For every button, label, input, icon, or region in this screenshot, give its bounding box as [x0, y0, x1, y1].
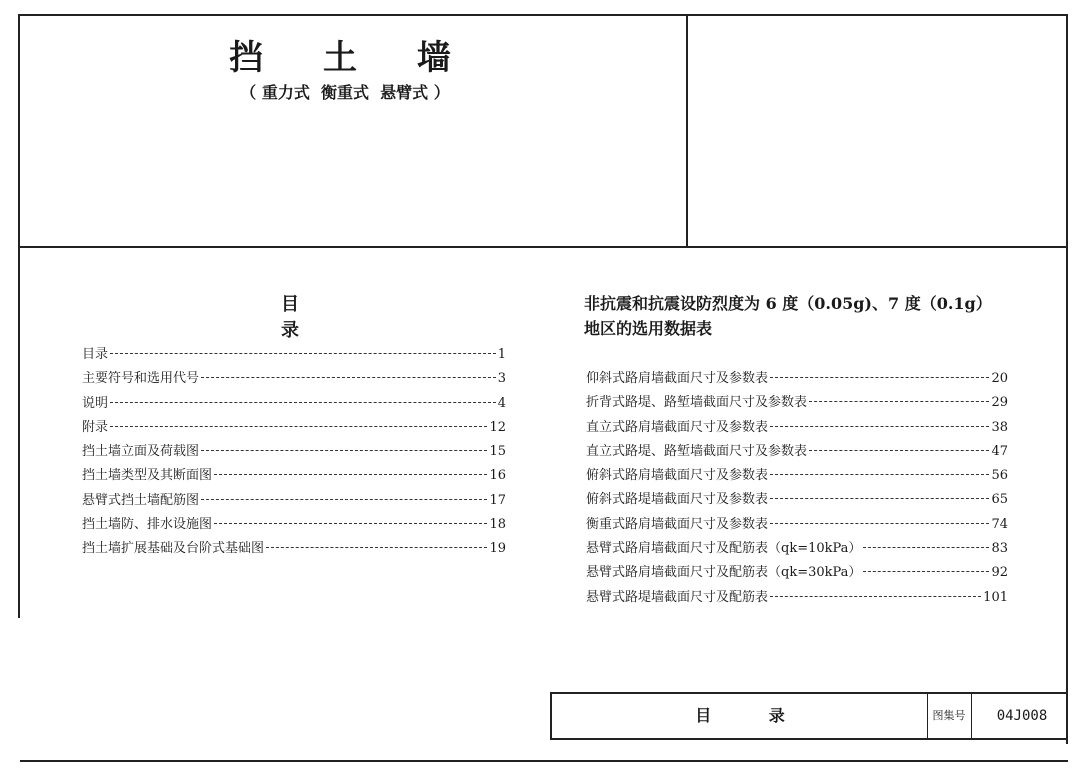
seismic-tables-heading	[584, 291, 1054, 341]
leader-dots	[863, 547, 989, 548]
toc-entry-label: 目录	[82, 347, 109, 362]
titleblock-bottom-line	[550, 738, 1068, 740]
leader-dots	[214, 523, 487, 524]
toc-entry[interactable]	[82, 537, 506, 561]
leader-dots	[214, 474, 487, 475]
document-title: 挡 土 墙	[229, 38, 475, 78]
toc-entry-label: 直立式路堤、路堑墙截面尺寸及参数表	[586, 443, 808, 459]
toc-entry[interactable]	[82, 464, 506, 488]
toc-entry-page: 83	[991, 541, 1008, 557]
toc-entry-label: 主要符号和选用代号	[82, 371, 200, 387]
toc-entry-page: 74	[991, 516, 1008, 532]
leader-dots	[110, 353, 496, 354]
toc-entry-page: 92	[991, 565, 1008, 581]
leader-dots	[770, 523, 989, 524]
toc-entry[interactable]	[82, 440, 506, 464]
toc-entry-page: 18	[489, 517, 506, 533]
toc-entry-label: 附录	[82, 419, 109, 435]
frame-right-border	[1066, 14, 1068, 744]
toc-entry-label: 折背式路堤、路堑墙截面尺寸及参数表	[586, 395, 808, 411]
toc-entry-label: 挡土墙立面及荷载图	[82, 444, 200, 460]
toc-entry[interactable]	[586, 561, 1008, 585]
document-subtitle: （ 重力式 衡重式 悬臂式 ）	[240, 83, 450, 102]
toc-entry-page: 20	[991, 371, 1008, 386]
leader-dots	[201, 377, 496, 378]
leader-dots	[770, 426, 989, 427]
toc-entry-page: 15	[489, 444, 506, 460]
toc-entry-label: 悬臂式路堤墙截面尺寸及配筋表	[586, 589, 769, 605]
toc-entry[interactable]	[82, 367, 506, 391]
bottom-border	[20, 760, 1068, 762]
toc-entry-label: 仰斜式路肩墙截面尺寸及参数表	[586, 371, 769, 386]
leader-dots	[110, 402, 496, 403]
toc-entry-label: 俯斜式路肩墙截面尺寸及参数表	[586, 468, 769, 484]
toc-entry-label: 悬臂式路肩墙截面尺寸及配筋表（qk=10kPa）	[586, 541, 862, 557]
toc-entry-page: 4	[497, 395, 506, 411]
header-column-divider	[686, 14, 688, 247]
toc-entry-label: 说明	[82, 395, 109, 411]
right-toc-list	[586, 367, 1008, 610]
leader-dots	[770, 377, 989, 378]
toc-entry-label: 挡土墙类型及其断面图	[82, 468, 213, 484]
toc-entry-label: 悬臂式挡土墙配筋图	[82, 492, 200, 508]
toc-entry-page: 29	[991, 395, 1008, 411]
toc-entry[interactable]	[586, 464, 1008, 488]
leader-dots	[770, 474, 989, 475]
toc-entry[interactable]	[586, 416, 1008, 440]
titleblock-atlas-code: 04J008	[996, 708, 1048, 724]
toc-entry-label: 挡土墙扩展基础及台阶式基础图	[82, 541, 265, 557]
leader-dots	[863, 571, 989, 572]
toc-entry[interactable]	[82, 489, 506, 513]
leader-dots	[809, 401, 989, 402]
toc-entry-label: 衡重式路肩墙截面尺寸及参数表	[586, 516, 769, 532]
toc-entry[interactable]	[82, 416, 506, 440]
toc-entry-page: 47	[991, 443, 1008, 459]
toc-entry-page: 16	[489, 468, 506, 484]
toc-entry[interactable]	[586, 440, 1008, 464]
toc-entry-label: 悬臂式路肩墙截面尺寸及配筋表（qk=30kPa）	[586, 565, 862, 581]
toc-entry-page: 19	[489, 541, 506, 557]
toc-entry[interactable]	[586, 537, 1008, 561]
toc-entry-label: 直立式路肩墙截面尺寸及参数表	[586, 419, 769, 435]
toc-entry-page: 1	[497, 347, 506, 362]
toc-entry[interactable]	[82, 343, 506, 367]
leader-dots	[809, 450, 989, 451]
toc-heading: 目 录	[281, 294, 317, 341]
leader-dots	[770, 596, 981, 597]
toc-entry-label: 挡土墙防、排水设施图	[82, 517, 213, 533]
header-divider	[18, 246, 1068, 248]
toc-entry-page: 12	[489, 419, 506, 435]
toc-entry-page: 17	[489, 492, 506, 508]
toc-entry-page: 65	[991, 492, 1008, 508]
seismic-heading-line1: 非抗震和抗震设防烈度为 6 度（0.05g)、7 度（0.1g）	[584, 294, 992, 313]
seismic-heading-line2: 地区的选用数据表	[584, 319, 713, 338]
toc-entry[interactable]	[586, 586, 1008, 610]
toc-entry-page: 38	[991, 419, 1008, 435]
frame-left-border	[18, 14, 20, 618]
toc-entry-page: 3	[497, 371, 506, 387]
left-toc-list	[82, 343, 506, 562]
toc-entry-label: 俯斜式路堤墙截面尺寸及参数表	[586, 492, 769, 508]
leader-dots	[266, 547, 487, 548]
leader-dots	[110, 426, 487, 427]
toc-entry-page: 101	[983, 589, 1008, 605]
leader-dots	[201, 450, 487, 451]
leader-dots	[770, 498, 989, 499]
titleblock-sheet-name: 目 录	[695, 706, 811, 725]
toc-entry[interactable]	[82, 513, 506, 537]
leader-dots	[201, 499, 487, 500]
toc-entry[interactable]	[586, 488, 1008, 512]
toc-entry-page: 56	[991, 468, 1008, 484]
toc-entry[interactable]	[586, 513, 1008, 537]
toc-entry[interactable]	[586, 367, 1008, 391]
toc-entry[interactable]	[586, 391, 1008, 415]
frame-top-border	[18, 14, 1068, 16]
titleblock-atlas-label: 图集号	[932, 709, 966, 722]
toc-entry[interactable]	[82, 392, 506, 416]
